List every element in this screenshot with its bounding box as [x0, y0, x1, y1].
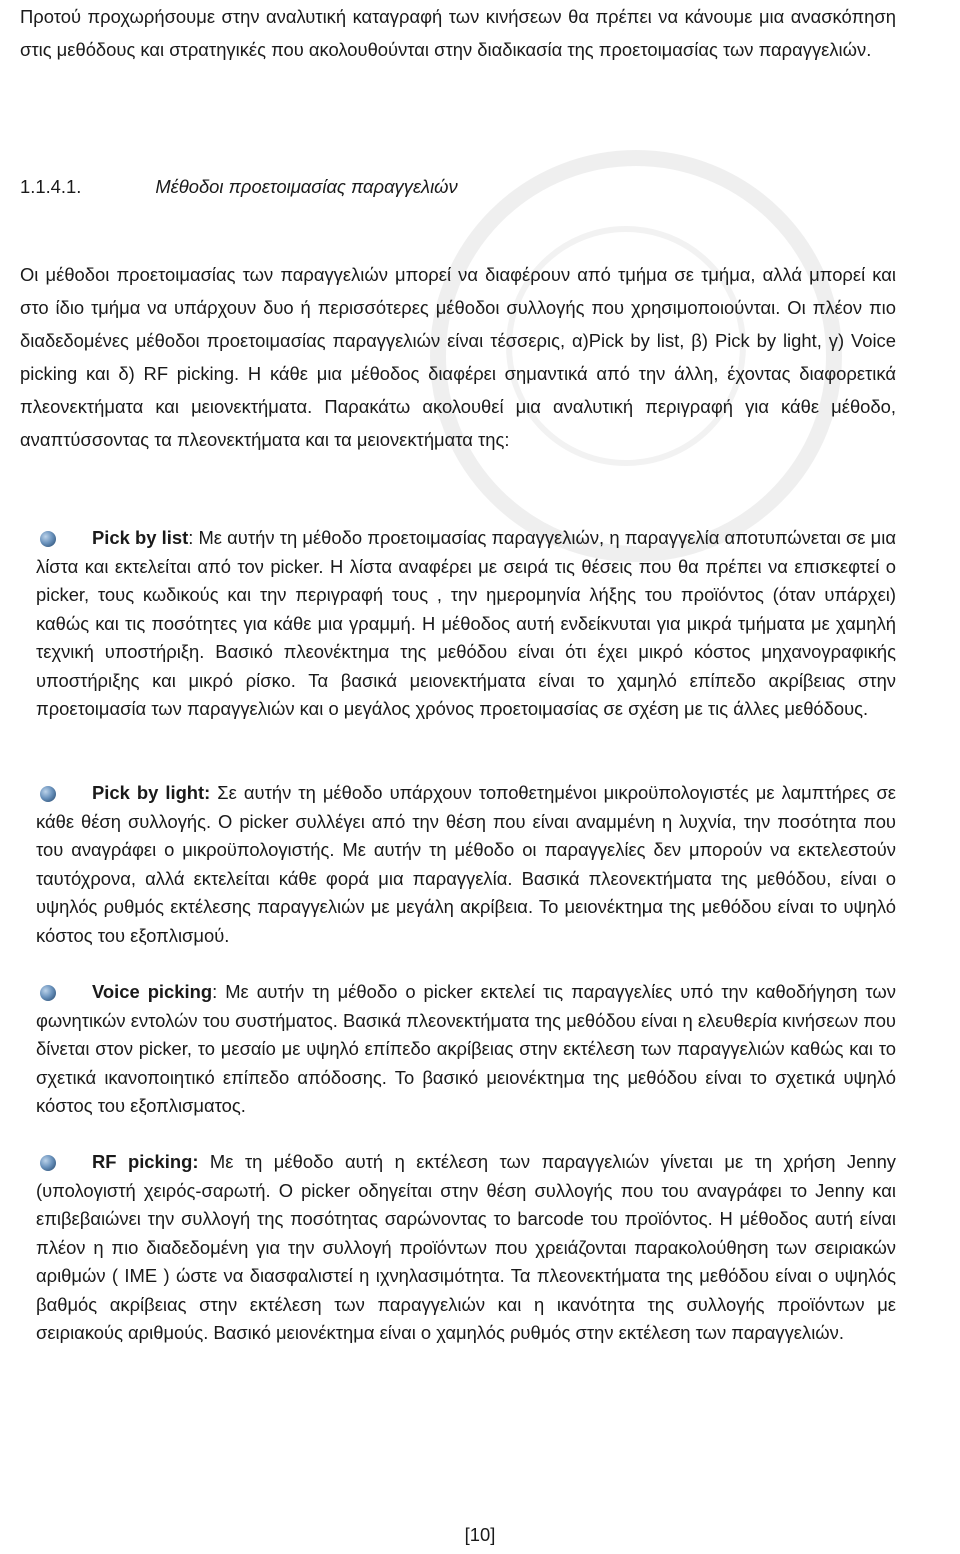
section-number: 1.1.4.1. [20, 176, 82, 197]
section-heading [20, 170, 458, 203]
method-voice-picking [36, 978, 896, 1121]
section-title: Μέθοδοι προετοιμασίας παραγγελιών [155, 176, 458, 197]
method-name: Voice picking [92, 981, 213, 1002]
method-name: Pick by list [92, 527, 189, 548]
method-separator: : [188, 527, 194, 548]
method-text: Σε αυτήν τη μέθοδο υπάρχουν τοποθετημένοι μικροϋπολογιστές με λαμπτήρες σε κάθε θέση συλλογής. Ο picker συλλέγει από την θέση που είναι αναμμένη η λυχνία, την ποσότητα που του αναγράφει ο μικροϋπολογιστής. Με αυτήν τη μέθοδο οι παραγγελίες δεν μπορούν να εκτελεστούν ταυτόχρονα, αλλά εκτελείται κάθε φορά μια παραγγελία. Βασικά πλεονεκτήματα της μεθόδου, είναι ο υψηλός ρυθμός εκτέλεσης παραγγελιών με μεγάλη ακρίβεια. Το μειονέκτημα της μεθόδου είναι το υψηλό κόστος του εξοπλισμού. [36, 782, 896, 946]
method-name: Pick by light: [92, 782, 211, 803]
method-separator: : [212, 981, 218, 1002]
method-pick-by-light [36, 779, 896, 950]
method-text: Με αυτήν τη μέθοδο ο picker εκτελεί τις παραγγελίες υπό την καθοδήγηση των φωνητικών εντολών του συστήματος. Βασικά πλεονεκτήματα της μεθόδου είναι η ελευθερία κινήσεων που δίνεται στον picker, το μεσαίο με υψηλό επίπεδο ακρίβειας στην εκτέλεση των παραγγελιών καθώς και το σχετικά ικανοποιητικό επίπεδο απόδοσης. Το βασικό μειονέκτημα της μεθόδου είναι το σχετικά υψηλό κόστος του εξοπλισματος. [36, 981, 896, 1116]
intro-paragraph: Προτού προχωρήσουμε στην αναλυτική καταγραφή των κινήσεων θα πρέπει να κάνουμε μια ανασκόπηση στις μεθόδους και στρατηγικές που ακολουθούνται στην διαδικασία της προετοιμασίας των παραγγελιών. [20, 6, 896, 60]
method-name: RF picking: [92, 1151, 199, 1172]
overview-paragraph: Οι μέθοδοι προετοιμασίας των παραγγελιών μπορεί να διαφέρουν από τμήμα σε τμήμα, αλλά μπορεί και στο ίδιο τμήμα να υπάρχουν δυο ή περισσότερες μέθοδοι συλλογής που χρησιμοποιούνται. Οι πλέον πιο διαδεδομένες μέθοδοι προετοιμασίας παραγγελιών είναι τέσσερις, α)Pick by list, β) Pick by light, γ) Voice picking και δ) RF picking. Η κάθε μια μέθοδος διαφέρει σημαντικά από την άλλη, έχοντας διαφορετικά πλεονεκτήματα και μειονεκτήματα. Παρακάτω ακολουθεί μια αναλυτική περιγραφή για κάθε μέθοδο, αναπτύσσοντας τα πλεονεκτήματα και τα μειονεκτήματα της: [20, 264, 896, 450]
method-rf-picking [36, 1148, 896, 1348]
method-pick-by-list [36, 524, 896, 724]
method-text: Με τη μέθοδο αυτή η εκτέλεση των παραγγελιών γίνεται με τη χρήση Jenny (υπολογιστή χειρός-σαρωτή. Ο picker οδηγείται στην θέση συλλογής που του αναγράφει το Jenny και επιβεβαιώνει την συλλογή της ποσότητας σαρώνοντας το barcode του προϊόντος. Η μέθοδος αυτή είναι πλέον η πιο διαδεδομένη για την συλλογή προϊόντων που χρειάζονται παρακολούθηση των σειριακών αριθμών ( IME ) ώστε να διασφαλιστεί η ιχνηλασιμότητα. Τα πλεονεκτήματα της μεθόδου είναι ο υψηλός βαθμός ακρίβειας στην εκτέλεση των παραγγελιών και η ικανότητα της συλλογής προϊόντων με σειριακούς αριθμούς. Βασικό μειονέκτημα είναι ο χαμηλός ρυθμός στην εκτέλεση των παραγγελιών. [36, 1151, 896, 1343]
method-text: Με αυτήν τη μέθοδο προετοιμασίας παραγγελιών, η παραγγελία αποτυπώνεται σε μια λίστα και εκτελείται από τον picker. Η λίστα αναφέρει με σειρά τις θέσεις που θα πρέπει να επισκεφτεί ο picker, τους κωδικούς και την περιγραφή τους , την ημερομηνία λήξης του προϊόντος (όταν υπάρχει) καθώς και τις ποσότητες για κάθε μια γραμμή. Η μέθοδος αυτή ενδείκνυται για μικρά τμήματα με χαμηλή τεχνική υποστήριξη. Βασικό πλεονέκτημα της μεθόδου είναι ότι έχει μικρό κόστος μηχανογραφικής υποστήριξης και μικρό ρίσκο. Τα βασικά μειονεκτήματα είναι το χαμηλό επίπεδο ακρίβειας στην προετοιμασία των παραγγελιών και ο μεγάλος χρόνος προετοιμασίας σε σχέση με τις άλλες μεθόδους. [36, 527, 896, 719]
page-number: [10] [464, 1524, 496, 1545]
